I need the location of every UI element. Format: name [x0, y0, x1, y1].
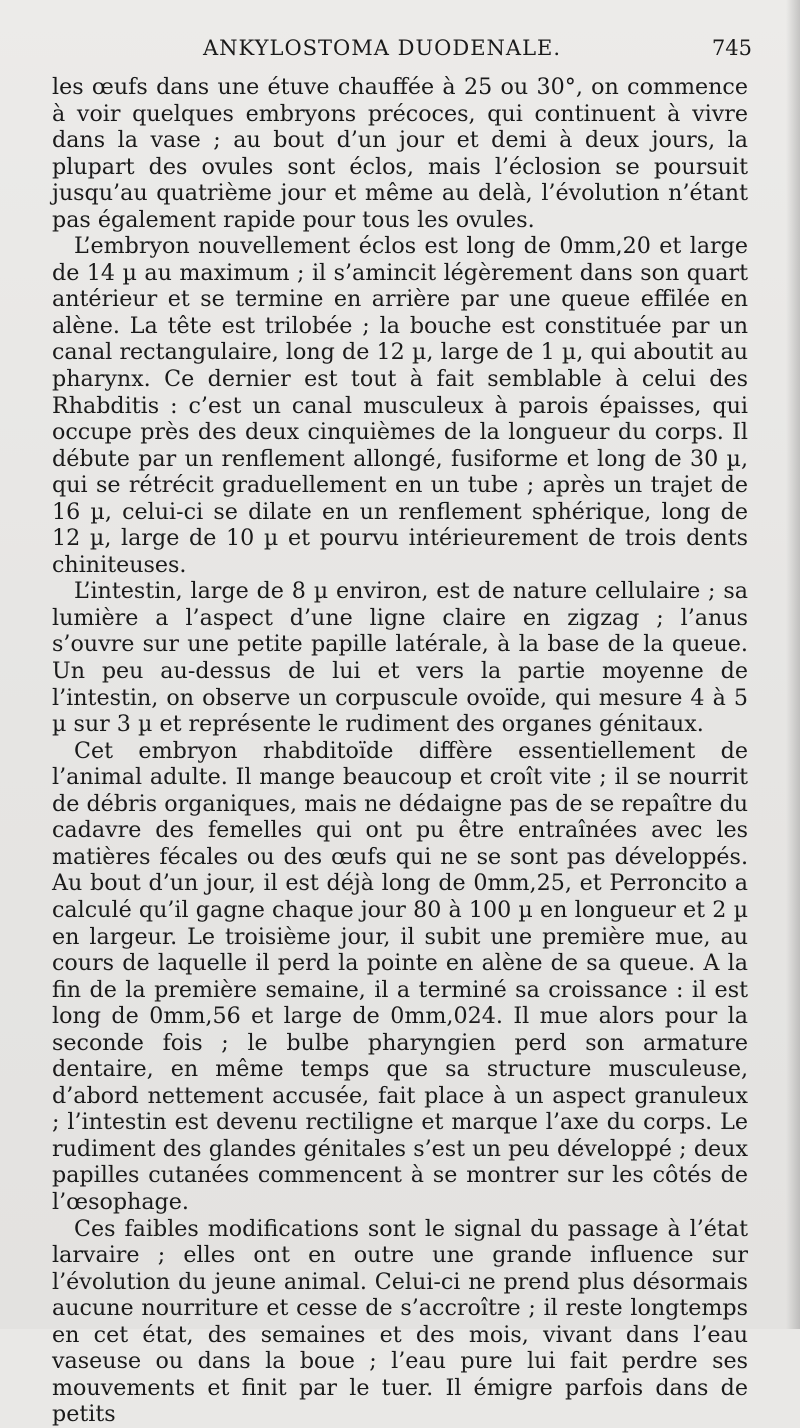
paragraph-3: L’intestin, large de 8 µ environ, est de nature cellulaire ; sa lumière a l’aspect d’une ligne claire en zigzag ; l’anus s’ouvre sur une petite papille latérale, à la base de la queue. Un peu au-dessus de lui et vers la partie moyenne de l’intestin, on observe un corpuscule ovoïde, qui mesure 4 à 5 µ sur 3 µ et représente le rudiment des organes génitaux.: [52, 578, 748, 738]
page-header: [52, 36, 752, 66]
page-number: 745: [711, 36, 752, 60]
running-head: ANKYLOSTOMA DUODENALE.: [202, 36, 562, 60]
paragraph-1: les œufs dans une étuve chauffée à 25 ou 30°, on commence à voir quelques embryons précoces, qui continuent à vivre dans la vase ; au bout d’un jour et demi à deux jours, la plupart des ovules sont éclos, mais l’éclosion se poursuit jusqu’au quatrième jour et même au delà, l’évolution n’étant pas également rapide pour tous les ovules.: [52, 74, 748, 233]
paragraph-4: Cet embryon rhabditoïde diffère essentiellement de l’animal adulte. Il mange beaucoup et croît vite ; il se nourrit de débris organiques, mais ne dédaigne pas de se repaître du cadavre des femelles qui ont pu être entraînées avec les matières fécales ou des œufs qui ne se sont pas développés. Au bout d’un jour, il est déjà long de 0mm,25, et Perroncito a calculé qu’il gagne chaque jour 80 à 100 µ en longueur et 2 µ en largeur. Le troisième jour, il subit une première mue, au cours de laquelle il perd la pointe en alène de sa queue. A la fin de la première semaine, il a terminé sa croissance : il est long de 0mm,56 et large de 0mm,024. Il mue alors pour la seconde fois ; le bulbe pharyngien perd son armature dentaire, en même temps que sa structure musculeuse, d’abord nettement accusée, fait place à un aspect granuleux ; l’intestin est devenu rectiligne et marque l’axe du corps. Le rudiment des glandes génitales s’est un peu développé ; deux papilles cutanées commencent à se montrer sur les côtés de l’œsophage.: [52, 737, 748, 1215]
body-text: [52, 74, 748, 1428]
paragraph-5: Ces faibles modifications sont le signal du passage à l’état larvaire ; elles ont en outre une grande influence sur l’évolution du jeune animal. Celui-ci ne prend plus désormais aucune nourriture et cesse de s’accroître ; il reste longtemps en cet état, des semaines et des mois, vivant dans l’eau vaseuse ou dans la boue ; l’eau pure lui fait perdre ses mouvements et finit par le tuer. Il émigre parfois dans de petits: [52, 1215, 748, 1428]
scan-edge-shadow: [786, 0, 800, 1329]
paragraph-2: L’embryon nouvellement éclos est long de 0mm,20 et large de 14 µ au maximum ; il s’amincit légèrement dans son quart antérieur et se termine en arrière par une queue effilée en alène. La tête est trilobée ; la bouche est constituée par un canal rectangulaire, long de 12 µ, large de 1 µ, qui aboutit au pharynx. Ce dernier est tout à fait semblable à celui des Rhabditis : c’est un canal musculeux à parois épaisses, qui occupe près des deux cinquièmes de la longueur du corps. Il débute par un renflement allongé, fusiforme et long de 30 µ, qui se rétrécit graduellement en un tube ; après un trajet de 16 µ, celui-ci se dilate en un renflement sphérique, long de 12 µ, large de 10 µ et pourvu intérieurement de trois dents chiniteuses.: [52, 233, 748, 578]
